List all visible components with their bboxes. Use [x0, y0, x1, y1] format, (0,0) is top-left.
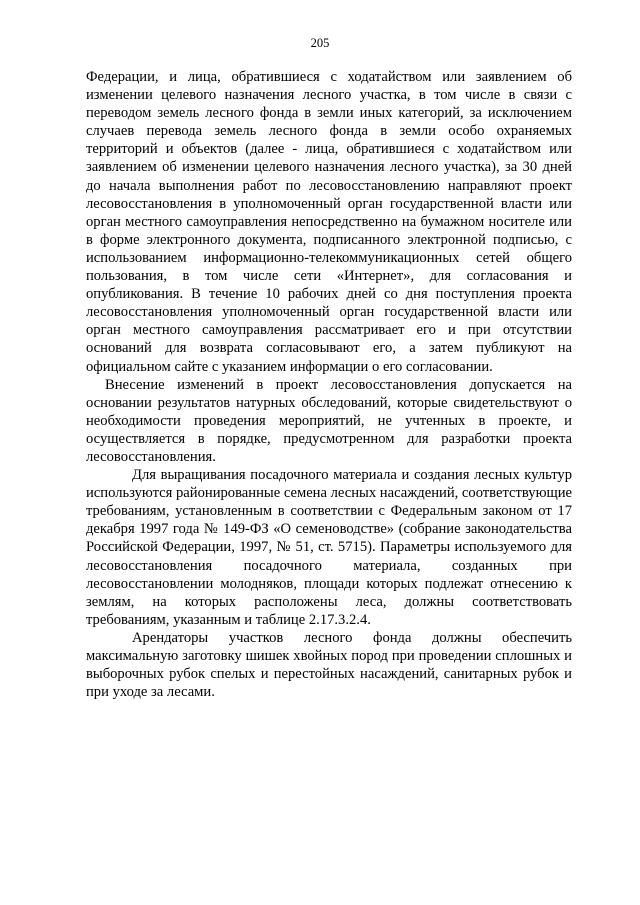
- paragraph-cone-harvesting: Арендаторы участков лесного фонда должны обеспечить максимальную заготовку шишек хвойных пород при проведении сплошных и выборочных рубок спелых и перестойных насаждений, санитарных рубок и при уходе за лесами.: [86, 629, 572, 701]
- paragraph-amendments: Внесение изменений в проект лесовосстановления допускается на основании результатов натурных обследований, которые свидетельствуют о необходимости проведения мероприятий, не учтенных в проекте, и осуществляется в порядке, предусмотренном для разработки проекта лесовосстановления.: [86, 376, 572, 465]
- page-number: 205: [310, 36, 330, 50]
- document-body: [86, 68, 572, 701]
- paragraph-continuation: Федерации, и лица, обратившиеся с ходатайством или заявлением об изменении целевого назначения лесного участка, в том числе в связи с переводом земель лесного фонда в земли иных категорий, за исключением случаев перевода земель лесного фонда в земли особо охраняемых территорий и объектов (далее - лица, обратившиеся с ходатайством или заявлением об изменении целевого назначения лесного участка), за 30 дней до начала выполнения работ по лесовосстановлению направляют проект лесовосстановления в уполномоченный орган государственной власти или орган местного самоуправления непосредственно на бумажном носителе или в форме электронного документа, подписанного электронной подписью, с использованием информационно-телекоммуникационных сетей общего пользования, в том числе сети «Интернет», для согласования и опубликования. В течение 10 рабочих дней со дня поступления проекта лесовосстановления уполномоченный орган государственной власти или орган местного самоуправления рассматривает его и при отсутствии оснований для возврата согласовывают его, а затем публикуют на официальном сайте с указанием информации о его согласовании.: [86, 69, 572, 375]
- paragraph-planting-material: Для выращивания посадочного материала и создания лесных культур используются районированные семена лесных насаждений, соответствующие требованиям, установленным в соответствии с Федеральным законом от 17 декабря 1997 года № 149-ФЗ «О семеноводстве» (собрание законодательства Российской Федерации, 1997, № 51, ст. 5715). Параметры используемого для лесовосстановления посадочного материала, созданных при лесовосстановлении молодняков, площади которых подлежат отнесению к землям, на которых расположены леса, должны соответствовать требованиям, указанным и таблице 2.17.3.2.4.: [86, 467, 572, 628]
